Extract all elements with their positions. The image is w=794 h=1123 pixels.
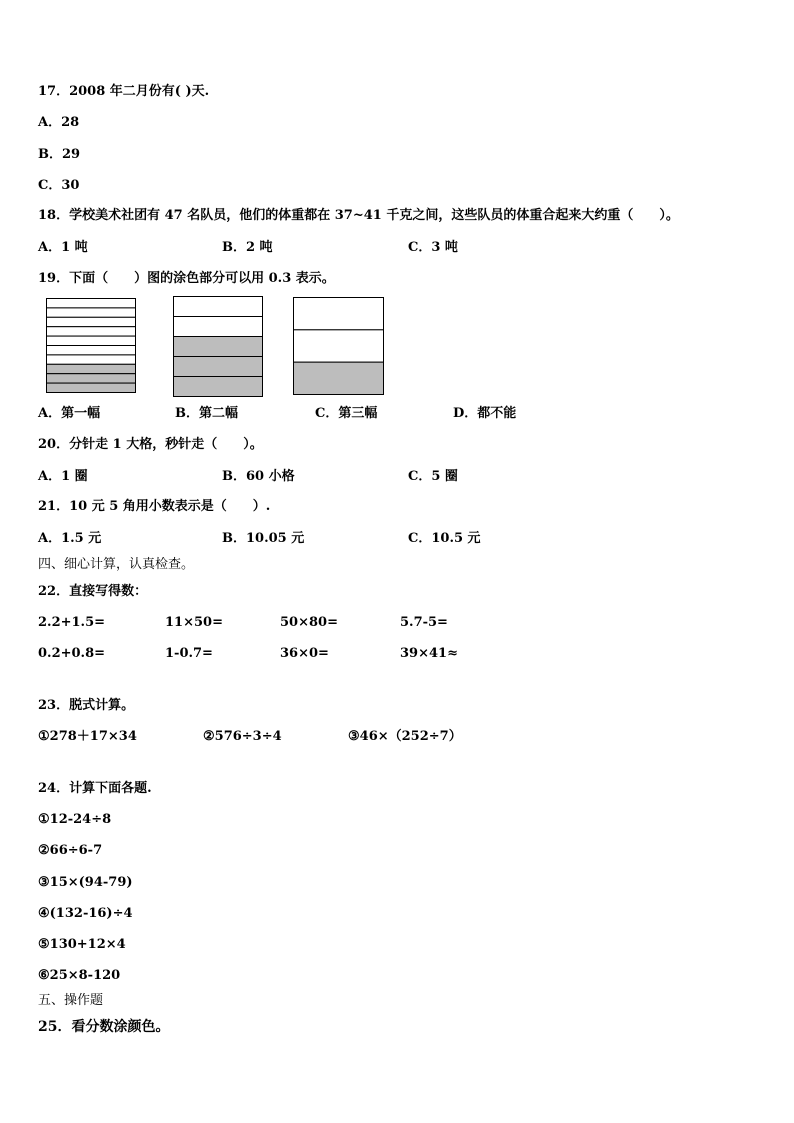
q22-expr: 39×41≈ xyxy=(400,646,458,661)
q20-option-c: C．5 圈 xyxy=(408,469,458,484)
q21-option-b: B．10.05 元 xyxy=(222,531,305,546)
q21-option-a: A．1.5 元 xyxy=(38,531,102,546)
q18-option-a: A．1 吨 xyxy=(38,240,88,255)
q22-expr: 5.7-5= xyxy=(400,615,448,630)
blank-row xyxy=(47,299,136,308)
q19-stem: 19．下面（ ）图的涂色部分可以用 0.3 表示。 xyxy=(38,271,335,286)
blank-row xyxy=(47,346,136,355)
q23-stem: 23．脱式计算。 xyxy=(38,698,135,713)
blank-row xyxy=(174,297,263,317)
q23-item: ③46×（252÷7） xyxy=(348,729,462,744)
q21-option-c: C．10.5 元 xyxy=(408,531,481,546)
q17-option-c: C．30 xyxy=(38,178,80,193)
section-5-heading: 五、操作题 xyxy=(38,993,104,1008)
q25-stem: 25．看分数涂颜色。 xyxy=(38,1019,170,1035)
blank-row xyxy=(47,308,136,317)
q17-option-b: B．29 xyxy=(38,147,81,162)
q24-stem: 24．计算下面各题. xyxy=(38,781,152,796)
shaded-row xyxy=(47,364,136,373)
shaded-row xyxy=(294,362,384,394)
shaded-row xyxy=(47,374,136,383)
shaded-row xyxy=(174,377,263,397)
q22-expr: 2.2+1.5= xyxy=(38,615,106,630)
q24-item: ④(132-16)÷4 xyxy=(38,906,133,921)
q19-option-d: D．都不能 xyxy=(453,406,517,421)
q19-figure-3 xyxy=(293,297,384,395)
q24-item: ①12-24÷8 xyxy=(38,812,112,827)
q17-option-a: A．28 xyxy=(38,115,80,130)
q21-stem: 21．10 元 5 角用小数表示是（ ）. xyxy=(38,499,271,514)
q24-item: ③15×(94-79) xyxy=(38,875,133,890)
q20-option-b: B．60 小格 xyxy=(222,469,295,484)
q19-figure-2 xyxy=(173,296,263,397)
shaded-row xyxy=(174,337,263,357)
blank-row xyxy=(294,298,384,330)
q22-expr: 0.2+0.8= xyxy=(38,646,106,661)
q18-option-c: C．3 吨 xyxy=(408,240,458,255)
q17-stem: 17．2008 年二月份有( )天. xyxy=(38,84,210,99)
blank-row xyxy=(47,327,136,336)
q22-expr: 11×50= xyxy=(165,615,223,630)
q19-figure-1 xyxy=(46,298,136,393)
q19-option-b: B．第二幅 xyxy=(175,406,238,421)
q22-expr: 50×80= xyxy=(280,615,338,630)
shaded-row xyxy=(174,357,263,377)
shaded-row xyxy=(47,383,136,392)
blank-row xyxy=(294,330,384,362)
q22-expr: 1-0.7= xyxy=(165,646,213,661)
blank-row xyxy=(47,336,136,345)
q24-item: ⑥25×8-120 xyxy=(38,968,121,983)
q18-option-b: B．2 吨 xyxy=(222,240,273,255)
q23-item: ①278＋17×34 xyxy=(38,729,137,744)
blank-row xyxy=(47,355,136,364)
section-4-heading: 四、细心计算，认真检查。 xyxy=(38,557,195,572)
q22-stem: 22．直接写得数： xyxy=(38,584,148,599)
q20-option-a: A．1 圈 xyxy=(38,469,88,484)
q24-item: ⑤130+12×4 xyxy=(38,937,126,952)
q19-option-c: C．第三幅 xyxy=(315,406,378,421)
q18-stem: 18．学校美术社团有 47 名队员，他们的体重都在 37~41 千克之间，这些队员的体重合起来大约重（ ）。 xyxy=(38,208,679,223)
q19-option-a: A．第一幅 xyxy=(38,406,101,421)
q24-item: ②66÷6-7 xyxy=(38,843,103,858)
q22-expr: 36×0= xyxy=(280,646,329,661)
blank-row xyxy=(174,317,263,337)
q23-item: ②576÷3÷4 xyxy=(203,729,282,744)
blank-row xyxy=(47,317,136,326)
q20-stem: 20．分针走 1 大格，秒针走（ ）。 xyxy=(38,437,263,452)
